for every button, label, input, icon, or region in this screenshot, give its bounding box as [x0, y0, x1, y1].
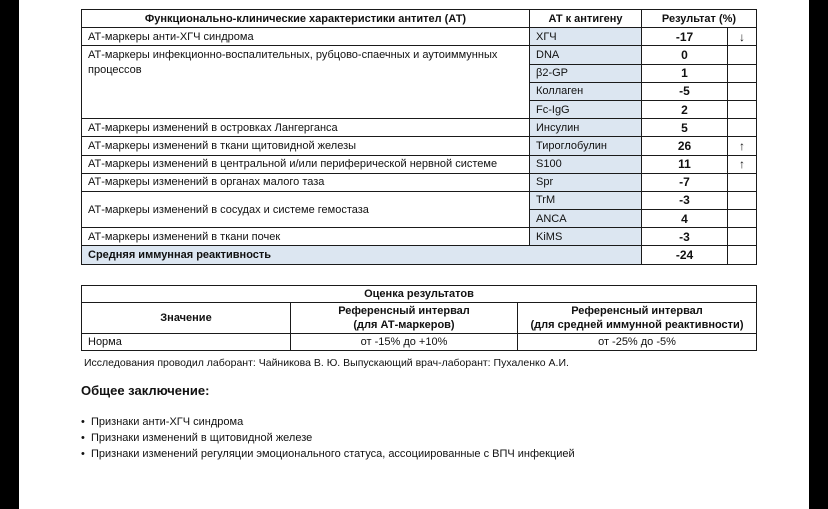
- arrow-cell: [728, 100, 757, 118]
- antibody-results-table: [81, 9, 757, 265]
- result-cell: 11: [642, 155, 728, 173]
- result-cell: -5: [642, 82, 728, 100]
- result-cell: 26: [642, 137, 728, 155]
- arrow-cell: [728, 173, 757, 191]
- norm-markers-range: от -15% до +10%: [291, 334, 518, 351]
- average-row: [82, 246, 757, 264]
- result-cell: -17: [642, 28, 728, 46]
- list-item: [81, 430, 575, 446]
- antigen-cell: KiMS: [530, 228, 642, 246]
- group-label: АТ-маркеры изменений в ткани почек: [82, 228, 530, 246]
- result-cell: 1: [642, 64, 728, 82]
- group-label: АТ-маркеры инфекционно-воспалительных, рубцово-спаечных и аутоиммунных процессов: [82, 46, 530, 119]
- table-row: [82, 155, 757, 173]
- group-label: АТ-маркеры изменений в островках Лангерганса: [82, 119, 530, 137]
- table-row: [82, 334, 757, 351]
- bullet-icon: •: [81, 448, 85, 460]
- signature-line: Исследования проводил лаборант: Чайникова В. Ю. Выпускающий врач-лаборант: Пухаленко А.И.: [84, 357, 569, 369]
- conclusion-list: [81, 414, 575, 462]
- antigen-cell: DNA: [530, 46, 642, 64]
- antigen-cell: β2-GP: [530, 64, 642, 82]
- antigen-cell: ANCA: [530, 210, 642, 228]
- arrow-cell: [728, 64, 757, 82]
- ref-markers-line1: Референсный интервал: [338, 305, 470, 317]
- result-cell: 2: [642, 100, 728, 118]
- norm-avg-range: от -25% до -5%: [518, 334, 757, 351]
- antigen-cell: S100: [530, 155, 642, 173]
- list-item: [81, 414, 575, 430]
- group-label: АТ-маркеры изменений в сосудах и системе гемостаза: [82, 191, 530, 227]
- conclusion-item: Признаки анти-ХГЧ синдрома: [91, 416, 244, 428]
- evaluation-title: Оценка результатов: [82, 286, 757, 303]
- result-cell: -7: [642, 173, 728, 191]
- antigen-cell: Spr: [530, 173, 642, 191]
- evaluation-col-ref-avg: [518, 303, 757, 334]
- arrow-cell: [728, 119, 757, 137]
- header-result: Результат (%): [642, 10, 757, 28]
- arrow-cell: [728, 246, 757, 264]
- average-result: -24: [642, 246, 728, 264]
- arrow-down-icon: ↓: [728, 28, 757, 46]
- table-row: [82, 173, 757, 191]
- table-row: [82, 228, 757, 246]
- antigen-cell: Fc-IgG: [530, 100, 642, 118]
- table-row: [82, 119, 757, 137]
- group-label: АТ-маркеры изменений в центральной и/или периферической нервной системе: [82, 155, 530, 173]
- evaluation-col-value: Значение: [82, 303, 291, 334]
- antigen-cell: Коллаген: [530, 82, 642, 100]
- table-row: [82, 191, 757, 209]
- header-antigen: АТ к антигену: [530, 10, 642, 28]
- table-row: [82, 137, 757, 155]
- result-cell: -3: [642, 191, 728, 209]
- result-cell: 0: [642, 46, 728, 64]
- arrow-cell: [728, 191, 757, 209]
- average-label: Средняя иммунная реактивность: [82, 246, 642, 264]
- table-row: [82, 46, 757, 64]
- ref-avg-line2: (для средней иммунной реактивности): [530, 319, 744, 331]
- table-header-row: [82, 10, 757, 28]
- result-cell: 5: [642, 119, 728, 137]
- antigen-cell: TrM: [530, 191, 642, 209]
- arrow-up-icon: ↑: [728, 155, 757, 173]
- ref-avg-line1: Референсный интервал: [571, 305, 703, 317]
- arrow-cell: [728, 210, 757, 228]
- norm-label: Норма: [82, 334, 291, 351]
- conclusion-title: Общее заключение:: [81, 383, 210, 398]
- bullet-icon: •: [81, 432, 85, 444]
- bullet-icon: •: [81, 416, 85, 428]
- group-label: АТ-маркеры изменений в ткани щитовидной железы: [82, 137, 530, 155]
- conclusion-item: Признаки изменений в щитовидной железе: [91, 432, 313, 444]
- header-characteristics: Функционально-клинические характеристики антител (АТ): [82, 10, 530, 28]
- result-cell: -3: [642, 228, 728, 246]
- result-cell: 4: [642, 210, 728, 228]
- arrow-cell: [728, 82, 757, 100]
- conclusion-item: Признаки изменений регуляции эмоционального статуса, ассоциированные с ВПЧ инфекцией: [91, 448, 575, 460]
- table-row: [82, 28, 757, 46]
- ref-markers-line2: (для АТ-маркеров): [353, 319, 455, 331]
- arrow-cell: [728, 228, 757, 246]
- antigen-cell: ХГЧ: [530, 28, 642, 46]
- group-label: АТ-маркеры изменений в органах малого таза: [82, 173, 530, 191]
- arrow-cell: [728, 46, 757, 64]
- list-item: [81, 446, 575, 462]
- group-label: АТ-маркеры анти-ХГЧ синдрома: [82, 28, 530, 46]
- evaluation-table: [81, 285, 757, 351]
- antigen-cell: Инсулин: [530, 119, 642, 137]
- arrow-up-icon: ↑: [728, 137, 757, 155]
- evaluation-col-ref-markers: [291, 303, 518, 334]
- antigen-cell: Тироглобулин: [530, 137, 642, 155]
